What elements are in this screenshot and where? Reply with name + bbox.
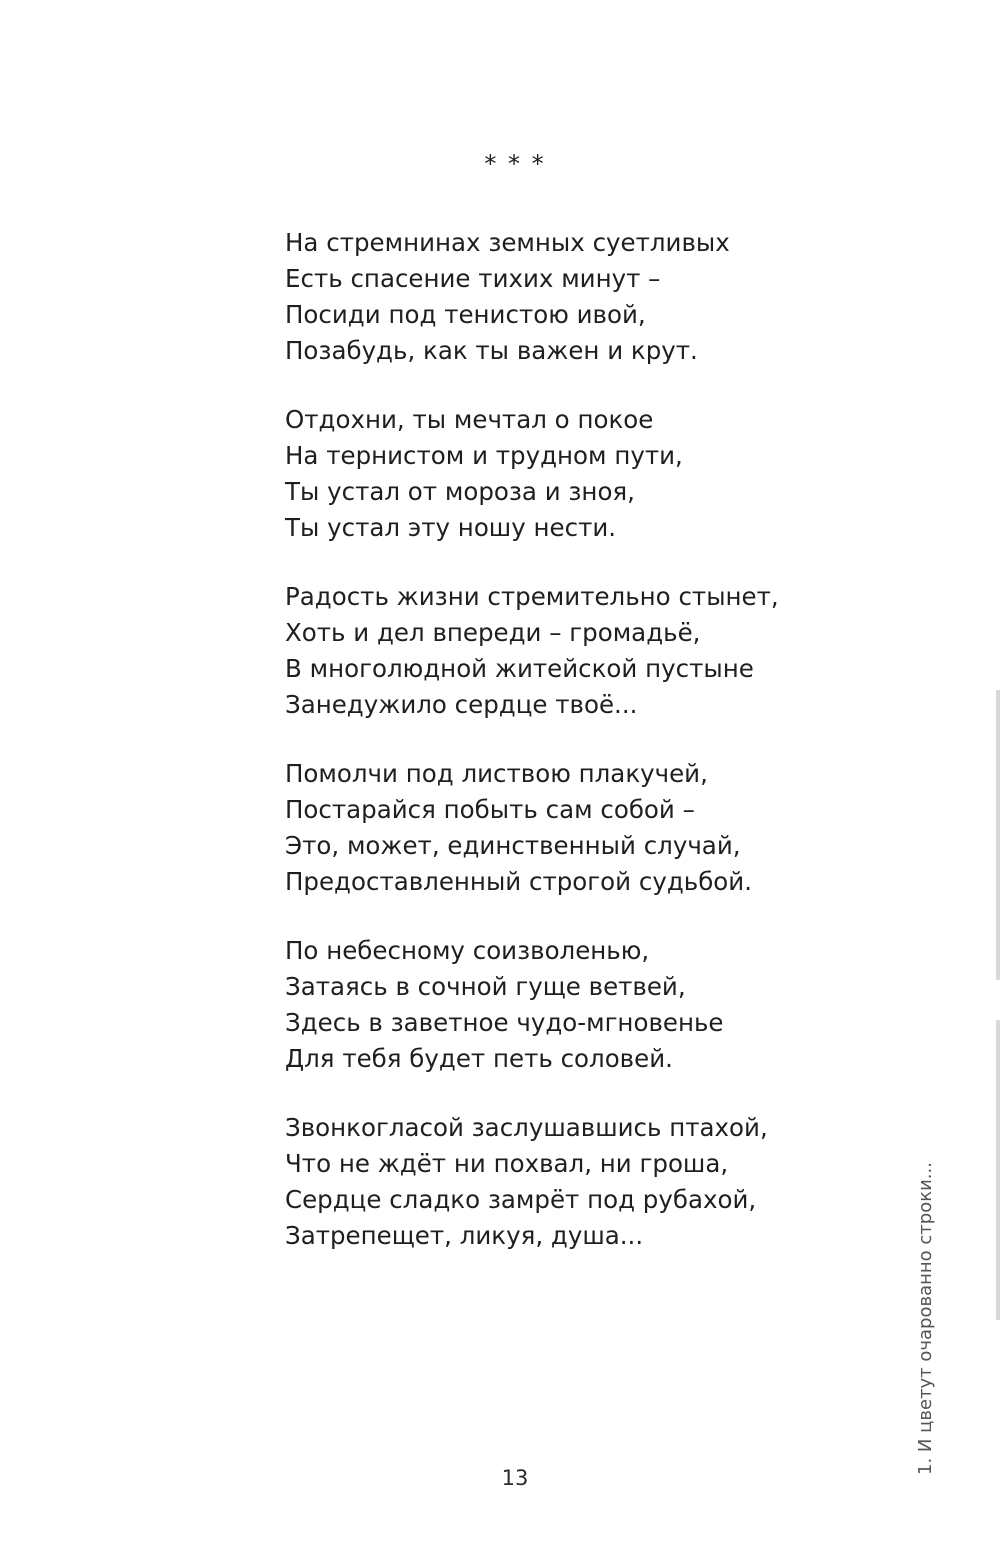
stanza-3	[285, 579, 845, 723]
poem-line: Предоставленный строгой судьбой.	[285, 867, 753, 896]
poem-line: Хоть и дел впереди – громадьё,	[285, 618, 701, 647]
poem-line: Помолчи под листвою плакучей,	[285, 759, 708, 788]
running-head: 1. И цветут очарованно строки...	[915, 1162, 936, 1475]
poem-line: По небесному соизволенью,	[285, 936, 650, 965]
poem-line: Есть спасение тихих минут –	[285, 264, 661, 293]
section-separator: * * *	[484, 150, 546, 178]
poem-line: Звонкогласой заслушавшись птахой,	[285, 1113, 768, 1142]
poem-line: Здесь в заветное чудо-мгновенье	[285, 1008, 724, 1037]
poem-line: Ты устал эту ношу нести.	[285, 513, 617, 542]
poem-line: Сердце сладко замрёт под рубахой,	[285, 1185, 757, 1214]
stanza-5	[285, 933, 845, 1077]
poem-line: Для тебя будет петь соловей.	[285, 1044, 673, 1073]
poem-line: Это, может, единственный случай,	[285, 831, 741, 860]
page-number: 13	[501, 1466, 529, 1490]
poem-line: Занедужило сердце твоё...	[285, 690, 638, 719]
poem-line: На тернистом и трудном пути,	[285, 441, 683, 470]
stanza-4	[285, 756, 845, 900]
poem-line: В многолюдной житейской пустыне	[285, 654, 754, 683]
poem-line: Постарайся побыть сам собой –	[285, 795, 695, 824]
poem-line: Что не ждёт ни похвал, ни гроша,	[285, 1149, 729, 1178]
poem-line: Посиди под тенистою ивой,	[285, 300, 646, 329]
page-edge-divider	[996, 1020, 1000, 1320]
stanza-1	[285, 225, 845, 369]
poem	[285, 225, 845, 1287]
poem-line: На стремнинах земных суетливых	[285, 228, 730, 257]
poem-line: Отдохни, ты мечтал о покое	[285, 405, 654, 434]
poem-line: Ты устал от мороза и зноя,	[285, 477, 635, 506]
poem-line: Затаясь в сочной гуще ветвей,	[285, 972, 686, 1001]
poem-line: Затрепещет, ликуя, душа...	[285, 1221, 644, 1250]
page-edge-divider	[996, 690, 1000, 980]
stanza-2	[285, 402, 845, 546]
poem-line: Радость жизни стремительно стынет,	[285, 582, 779, 611]
poem-line: Позабудь, как ты важен и крут.	[285, 336, 698, 365]
stanza-6	[285, 1110, 845, 1254]
